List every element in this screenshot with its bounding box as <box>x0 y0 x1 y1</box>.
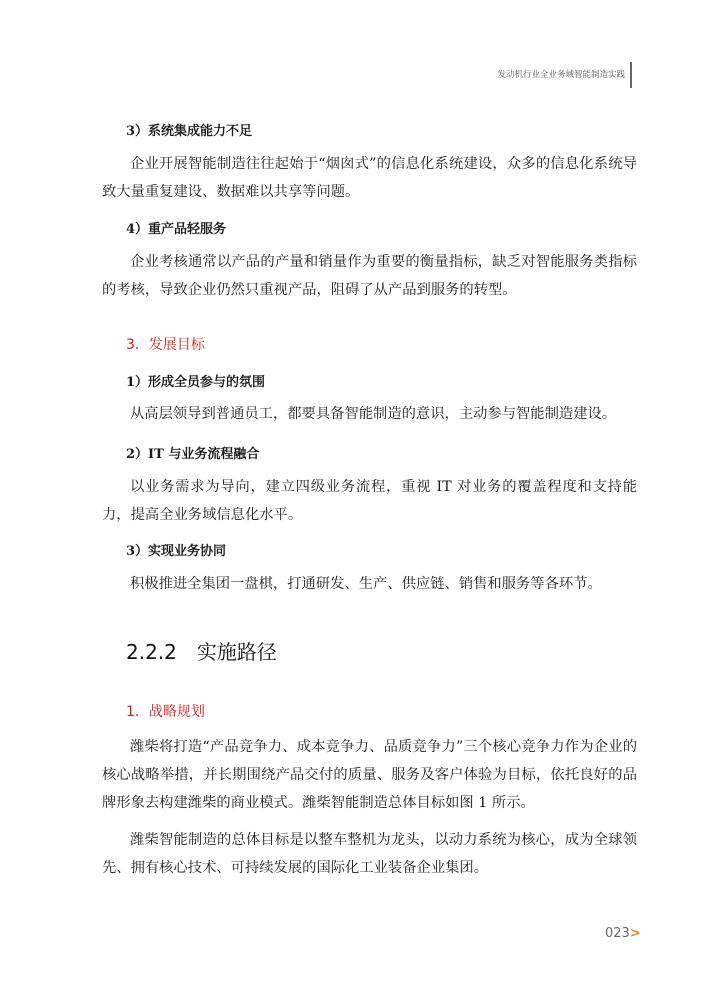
section-heading-2-2-2 <box>102 636 661 665</box>
header-divider <box>630 62 632 88</box>
subheading-g3: 3）实现业务协同 <box>126 544 227 559</box>
heading-strategy: 1．战略规划 <box>126 704 205 720</box>
heading-goals: 3．发展目标 <box>126 337 205 353</box>
paragraph-g3: 积极推进全集团一盘棋，打通研发、生产、供应链、销售和服务等各环节。 <box>130 576 602 592</box>
paragraph-g1: 从高层领导到普通员工，都要具备智能制造的意识，主动参与智能制造建设。 <box>130 406 617 422</box>
section-title: 实施路径 <box>196 640 277 664</box>
paragraph-strategy-1: 潍柴将打造“产品竞争力、成本竞争力、品质竞争力”三个核心竞争力作为企业的核心战略举措，并长期围绕产品交付的质量、服务及客户体验为目标，依托良好的品牌形象去构建潍柴的商业模式。潍柴智能制造总体目标如图 1 所示。 <box>102 739 637 811</box>
subheading-s3: 3）系统集成能力不足 <box>126 124 253 139</box>
next-arrow-icon: > <box>629 926 641 941</box>
page-number-text: 023 <box>605 926 630 941</box>
subheading-g2: 2）IT 与业务流程融合 <box>126 447 260 462</box>
subheading-s4: 4）重产品轻服务 <box>126 222 227 237</box>
running-title: 发动机行业全业务域智能制造实践 <box>497 70 625 80</box>
paragraph-s3: 企业开展智能制造往往起始于“烟囱式”的信息化系统建设，众多的信息化系统导致大量重复建设、数据难以共享等问题。 <box>102 156 637 200</box>
paragraph-strategy-2: 潍柴智能制造的总体目标是以整车整机为龙头，以动力系统为核心，成为全球领先、拥有核心技术、可持续发展的国际化工业装备企业集团。 <box>102 832 637 876</box>
paragraph-g2: 以业务需求为导向，建立四级业务流程，重视 IT 对业务的覆盖程度和支持能力，提高全业务域信息化水平。 <box>102 479 637 523</box>
paragraph-s4: 企业考核通常以产品的产量和销量作为重要的衡量指标，缺乏对智能服务类指标的考核，导致企业仍然只重视产品，阻碍了从产品到服务的转型。 <box>102 254 637 298</box>
subheading-g1: 1）形成全员参与的氛围 <box>126 375 266 390</box>
section-number: 2.2.2 <box>126 640 177 664</box>
page-number <box>605 926 641 941</box>
